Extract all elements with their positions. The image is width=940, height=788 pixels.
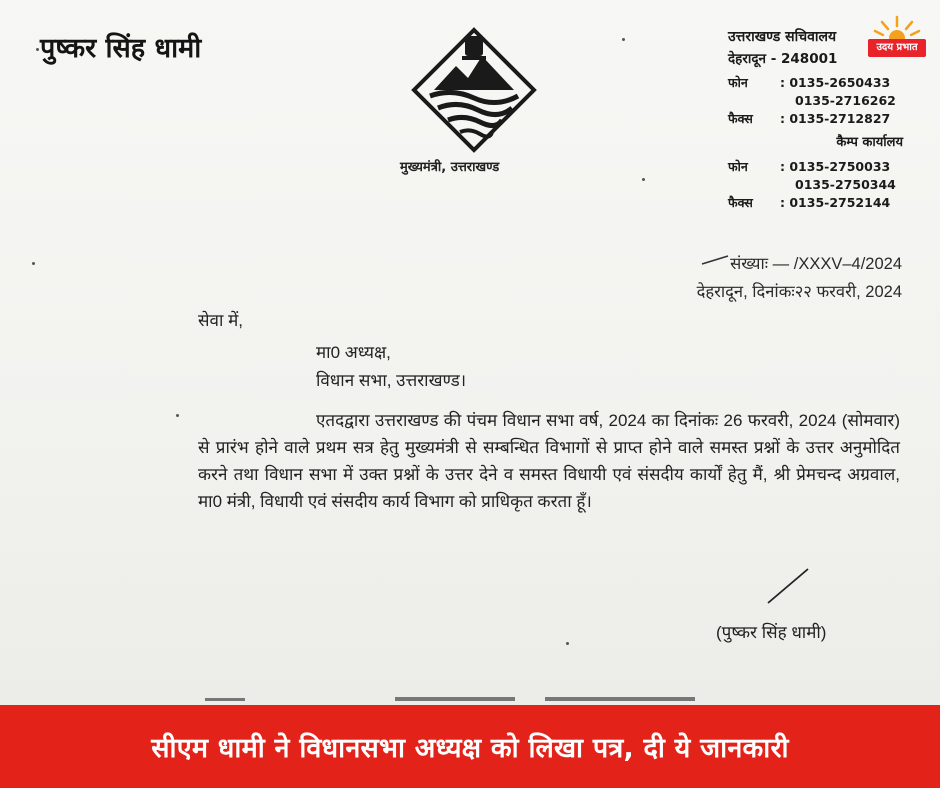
reference-number: संख्याः — /XXXV–4/2024: [730, 255, 902, 273]
signature-mark-icon: [764, 565, 812, 605]
scan-speck: [642, 178, 645, 181]
reference-block: [697, 250, 902, 306]
news-source-logo: [868, 14, 926, 60]
addressee-line-2: विधान सभा, उत्तराखण्ड।: [316, 371, 467, 390]
headline-title: सीएम धामी ने विधानसभा अध्यक्ष को लिखा पत्र, दी ये जानकारी: [151, 733, 789, 764]
letter-body: [198, 308, 900, 515]
fax-number: : 0135-2712827: [780, 111, 891, 126]
salutation: सेवा में,: [198, 311, 243, 330]
phone-row: [728, 74, 903, 92]
sender-name: पुष्कर सिंह धामी: [40, 33, 202, 64]
cutoff-text-line-icon: [205, 694, 735, 704]
letter-paragraph: एतदद्वारा उत्तराखण्ड की पंचम विधान सभा वर्ष, 2024 का दिनांकः 26 फरवरी, 2024 (सोमवार) से प्रारंभ होने वाले प्रथम सत्र हेतु मुख्यमंत्री से सम्बन्धित विभागों से प्राप्त होने वाले समस्त प्रश्नों के उत्तर अनुमोदित करने तथा विधान सभा में उक्त प्रश्नों के उत्तर देने व समस्त विधायी एवं संसदीय कार्यों हेतु मैं, श्री प्रेमचन्द अग्रवाल, मा0 मंत्री, विधायी एवं संसदीय कार्य विभाग को प्राधिकृत करता हूँ।: [198, 411, 900, 511]
scan-speck: [622, 38, 625, 41]
headline-banner: [0, 705, 940, 788]
scan-speck: [566, 642, 569, 645]
news-source-label: उदय प्रभात: [868, 39, 926, 57]
camp-office-heading: कैम्प कार्यालय: [836, 135, 903, 150]
fax-row: [728, 110, 903, 128]
phone-label: फोन: [728, 75, 748, 90]
phone-number-2: 0135-2716262: [795, 93, 896, 108]
scan-speck: [32, 262, 35, 265]
reference-date: देहरादून, दिनांकः२२ फरवरी, 2024: [696, 283, 902, 301]
camp-fax-number: : 0135-2752144: [780, 195, 891, 210]
fax-label: फैक्स: [728, 111, 753, 126]
scan-speck: [176, 414, 179, 417]
camp-phone-number-1: : 0135-2750033: [780, 159, 891, 174]
uttarakhand-emblem-icon: [408, 26, 540, 154]
scan-speck: [36, 48, 39, 51]
city-pin: देहरादून - 248001: [728, 51, 838, 67]
camp-fax-row: [728, 194, 903, 212]
camp-fax-label: फैक्स: [728, 195, 753, 210]
camp-phone-label: फोन: [728, 159, 748, 174]
signatory-name: (पुष्कर सिंह धामी): [716, 623, 827, 642]
camp-phone-row: [728, 158, 903, 176]
sunrise-icon: [868, 14, 926, 42]
camp-phone-number-2: 0135-2750344: [795, 177, 896, 192]
phone-number-1: : 0135-2650433: [780, 75, 891, 90]
office-address: उत्तराखण्ड सचिवालय: [728, 29, 837, 45]
emblem-caption: मुख्यमंत्री, उत्तराखण्ड: [400, 160, 500, 175]
addressee-line-1: मा0 अध्यक्ष,: [316, 343, 391, 362]
